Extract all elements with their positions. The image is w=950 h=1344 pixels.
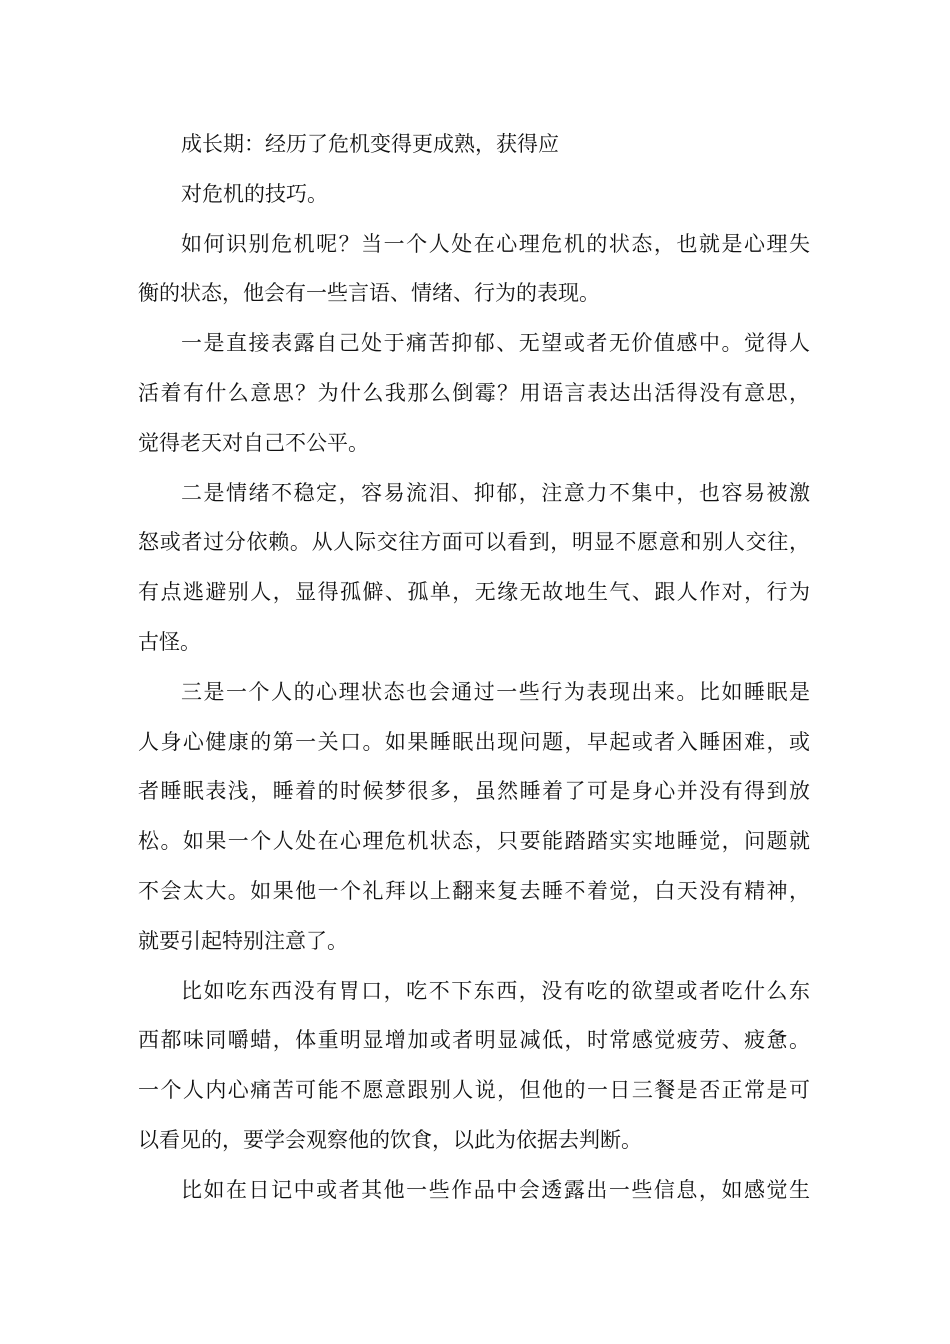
text-line: 成长期：经历了危机变得更成熟，获得应 bbox=[181, 132, 559, 156]
text-line: 比如吃东西没有胃口，吃不下东西，没有吃的欲望或者吃什么东 bbox=[181, 978, 810, 1003]
text-line: 三是一个人的心理状态也会通过一些行为表现出来。比如睡眠是 bbox=[181, 679, 810, 704]
text-line: 一是直接表露自己处于痛苦抑郁、无望或者无价值感中。觉得人 bbox=[181, 331, 810, 356]
text-line: 人身心健康的第一关口。如果睡眠出现问题，早起或者入睡困难，或 bbox=[138, 729, 810, 754]
text-line: 比如在日记中或者其他一些作品中会透露出一些信息，如感觉生 bbox=[181, 1177, 810, 1202]
text-line: 二是情绪不稳定，容易流泪、抑郁，注意力不集中，也容易被激 bbox=[181, 480, 810, 505]
text-line: 者睡眠表浅，睡着的时候梦很多，虽然睡着了可是身心并没有得到放 bbox=[138, 779, 810, 804]
text-line: 就要引起特别注意了。 bbox=[138, 928, 348, 953]
text-line: 衡的状态，他会有一些言语、情绪、行为的表现。 bbox=[138, 281, 600, 306]
text-line: 西都味同嚼蜡，体重明显增加或者明显减低，时常感觉疲劳、疲惫。 bbox=[138, 1028, 810, 1053]
text-line: 有点逃避别人，显得孤僻、孤单，无缘无故地生气、跟人作对，行为 bbox=[138, 580, 810, 605]
text-line: 如何识别危机呢？当一个人处在心理危机的状态，也就是心理失 bbox=[181, 231, 810, 256]
text-line: 觉得老天对自己不公平。 bbox=[138, 430, 369, 455]
text-line: 不会太大。如果他一个礼拜以上翻来复去睡不着觉，白天没有精神， bbox=[138, 878, 810, 903]
text-line: 活着有什么意思？为什么我那么倒霉？用语言表达出活得没有意思， bbox=[138, 380, 810, 405]
text-line: 松。如果一个人处在心理危机状态，只要能踏踏实实地睡觉，问题就 bbox=[138, 829, 810, 854]
text-line: 以看见的，要学会观察他的饮食，以此为依据去判断。 bbox=[138, 1127, 642, 1152]
text-line: 怒或者过分依赖。从人际交往方面可以看到，明显不愿意和别人交往， bbox=[138, 530, 810, 555]
text-line: 古怪。 bbox=[138, 629, 201, 654]
text-line: 一个人内心痛苦可能不愿意跟别人说，但他的一日三餐是否正常是可 bbox=[138, 1078, 810, 1103]
document-page bbox=[138, 120, 810, 1216]
text-line: 对危机的技巧。 bbox=[181, 181, 328, 206]
